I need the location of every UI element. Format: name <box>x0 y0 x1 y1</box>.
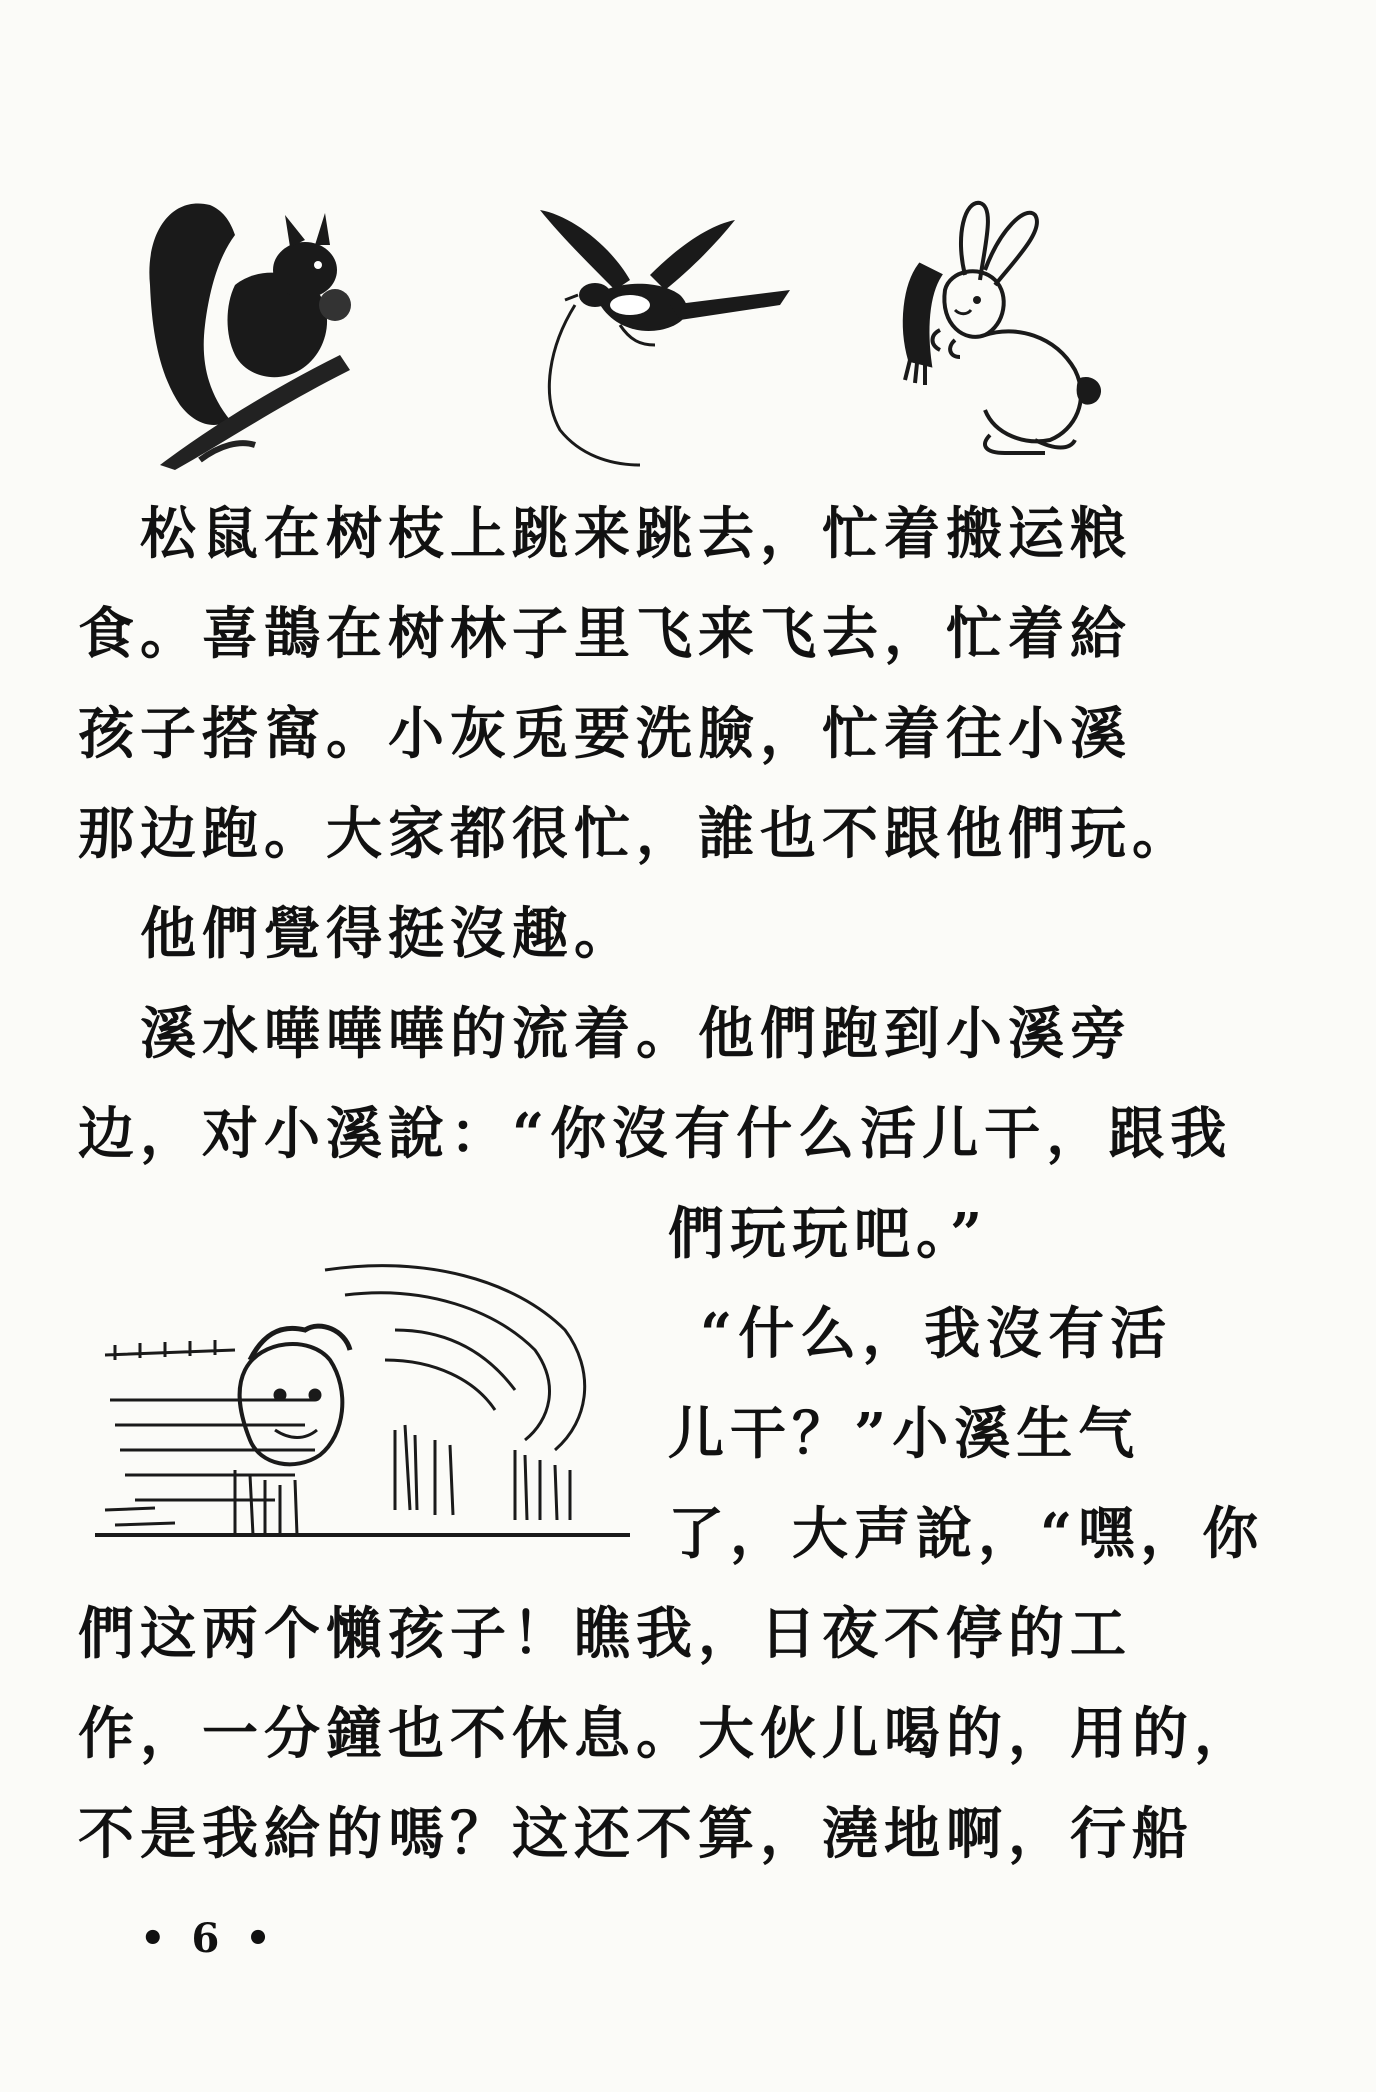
text-line-4: 那边跑。大家都很忙，誰也不跟他們玩。 <box>78 801 1194 867</box>
text-line-2: 食。喜鵲在树林子里飞来飞去，忙着給 <box>78 601 1132 667</box>
text-line-10: 儿干？”小溪生气 <box>668 1401 1141 1467</box>
page-number-dot-right: • <box>245 1915 277 1962</box>
text-line-6: 溪水嘩嘩嘩的流着。他們跑到小溪旁 <box>140 1001 1132 1067</box>
text-line-1: 松鼠在树枝上跳来跳去，忙着搬运粮 <box>140 501 1132 567</box>
magpie-illustration <box>520 195 790 470</box>
stream-illustration <box>95 1250 630 1540</box>
text-line-14: 不是我給的嗎？这还不算，澆地啊，行船 <box>78 1801 1194 1867</box>
page-number-value: 6 <box>191 1915 226 1962</box>
text-line-7: 边，对小溪說：“你沒有什么活儿干，跟我 <box>78 1101 1233 1167</box>
text-line-13: 作，一分鐘也不休息。大伙儿喝的，用的， <box>78 1701 1256 1767</box>
squirrel-illustration <box>140 195 365 470</box>
text-line-8: 們玩玩吧。” <box>668 1201 989 1267</box>
rabbit-illustration <box>885 195 1145 460</box>
text-line-11: 了，大声說，“嘿，你 <box>668 1501 1265 1567</box>
text-line-3: 孩子搭窩。小灰兎要洗臉，忙着往小溪 <box>78 701 1132 767</box>
text-line-5: 他們覺得挺沒趣。 <box>140 901 636 967</box>
text-line-12: 們这两个懶孩子！瞧我，日夜不停的工 <box>78 1601 1132 1667</box>
text-line-9: “什么，我沒有活 <box>700 1301 1173 1367</box>
page-number-dot-left: • <box>140 1915 172 1962</box>
page-number <box>140 1915 277 1962</box>
